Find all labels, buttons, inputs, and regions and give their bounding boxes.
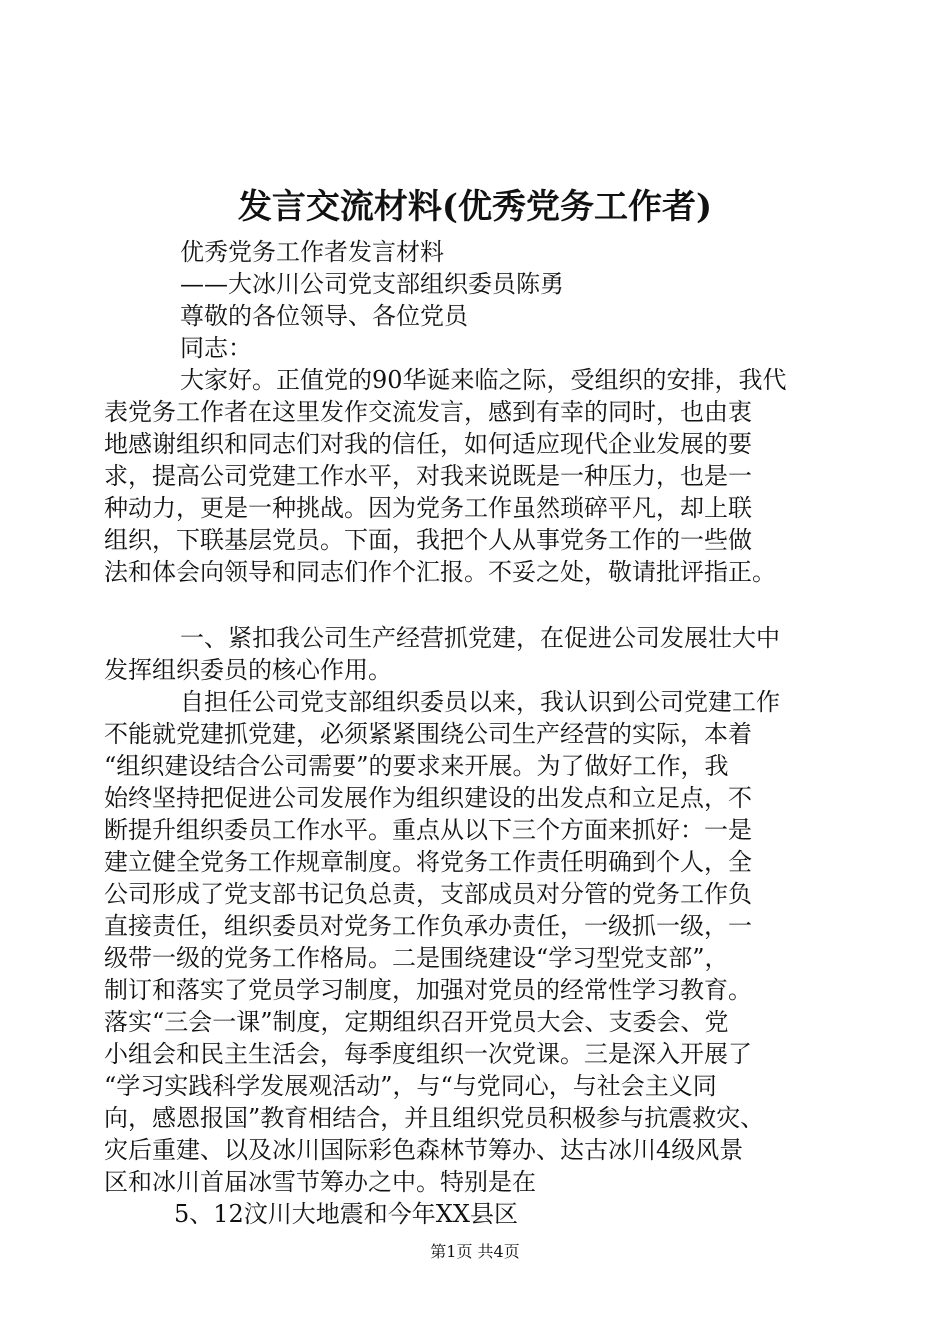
paragraph-line: “学习实践科学发展观活动”，与“与党同心，与社会主义同 <box>104 1072 717 1100</box>
paragraph-line: 制订和落实了党员学习制度，加强对党员的经常性学习教育。 <box>104 976 752 1004</box>
paragraph-line: 地感谢组织和同志们对我的信任，如何适应现代企业发展的要 <box>104 430 752 458</box>
paragraph-gap <box>104 588 864 622</box>
header-line: 同志： <box>180 334 252 362</box>
paragraph-line: 公司形成了党支部书记负总责，支部成员对分管的党务工作负 <box>104 880 752 908</box>
paragraph-line: 区和冰川首届冰雪节筹办之中。特别是在 <box>104 1168 536 1196</box>
header-line: 尊敬的各位领导、各位党员 <box>180 302 468 330</box>
paragraph-line: 落实“三会一课”制度，定期组织召开党员大会、支委会、党 <box>104 1008 729 1036</box>
paragraph-line: 级带一级的党务工作格局。二是围绕建设“学习型党支部”， <box>104 944 729 972</box>
paragraph-line: 向，感恩报国”教育相结合，并且组织党员积极参与抗震救灾、 <box>104 1104 765 1132</box>
paragraph-line: 直接责任，组织委员对党务工作负承办责任，一级抓一级，一 <box>104 912 752 940</box>
paragraph-line: “组织建设结合公司需要”的要求来开展。为了做好工作，我 <box>104 752 729 780</box>
paragraph-line: 组织，下联基层党员。下面，我把个人从事党务工作的一些做 <box>104 526 752 554</box>
paragraph-line: 求，提高公司党建工作水平，对我来说既是一种压力，也是一 <box>104 462 752 490</box>
paragraph-line: 不能就党建抓党建，必须紧紧围绕公司生产经营的实际，本着 <box>104 720 752 748</box>
section-heading-line: 发挥组织委员的核心作用。 <box>104 656 392 684</box>
page-footer: 第1页 共4页 <box>430 1242 520 1261</box>
paragraph-line: 小组会和民主生活会，每季度组织一次党课。三是深入开展了 <box>104 1040 752 1068</box>
paragraph-line: 自担任公司党支部组织委员以来，我认识到公司党建工作 <box>180 688 780 716</box>
header-line: 优秀党务工作者发言材料 <box>180 238 444 266</box>
paragraph-line: 始终坚持把促进公司发展作为组织建设的出发点和立足点，不 <box>104 784 752 812</box>
paragraph-line: 建立健全党务工作规章制度。将党务工作责任明确到个人，全 <box>104 848 752 876</box>
paragraph-line: 法和体会向领导和同志们作个汇报。不妥之处，敬请批评指正。 <box>104 558 776 586</box>
header-line: ——大冰川公司党支部组织委员陈勇 <box>180 270 564 298</box>
paragraph-line: 断提升组织委员工作水平。重点从以下三个方面来抓好：一是 <box>104 816 752 844</box>
document-title: 发言交流材料(优秀党务工作者) <box>237 187 713 227</box>
paragraph-line: 大家好。正值党的90华诞来临之际，受组织的安排，我代 <box>180 366 787 394</box>
document-body <box>104 236 864 1230</box>
paragraph-line: 5、12汶川大地震和今年XX县区 <box>174 1200 518 1228</box>
paragraph-line: 灾后重建、以及冰川国际彩色森林节筹办、达古冰川4级风景 <box>104 1136 744 1164</box>
paragraph-line: 表党务工作者在这里发作交流发言，感到有幸的同时，也由衷 <box>104 398 752 426</box>
section-heading-line: 一、紧扣我公司生产经营抓党建，在促进公司发展壮大中 <box>180 624 780 652</box>
paragraph-line: 种动力，更是一种挑战。因为党务工作虽然琐碎平凡，却上联 <box>104 494 752 522</box>
